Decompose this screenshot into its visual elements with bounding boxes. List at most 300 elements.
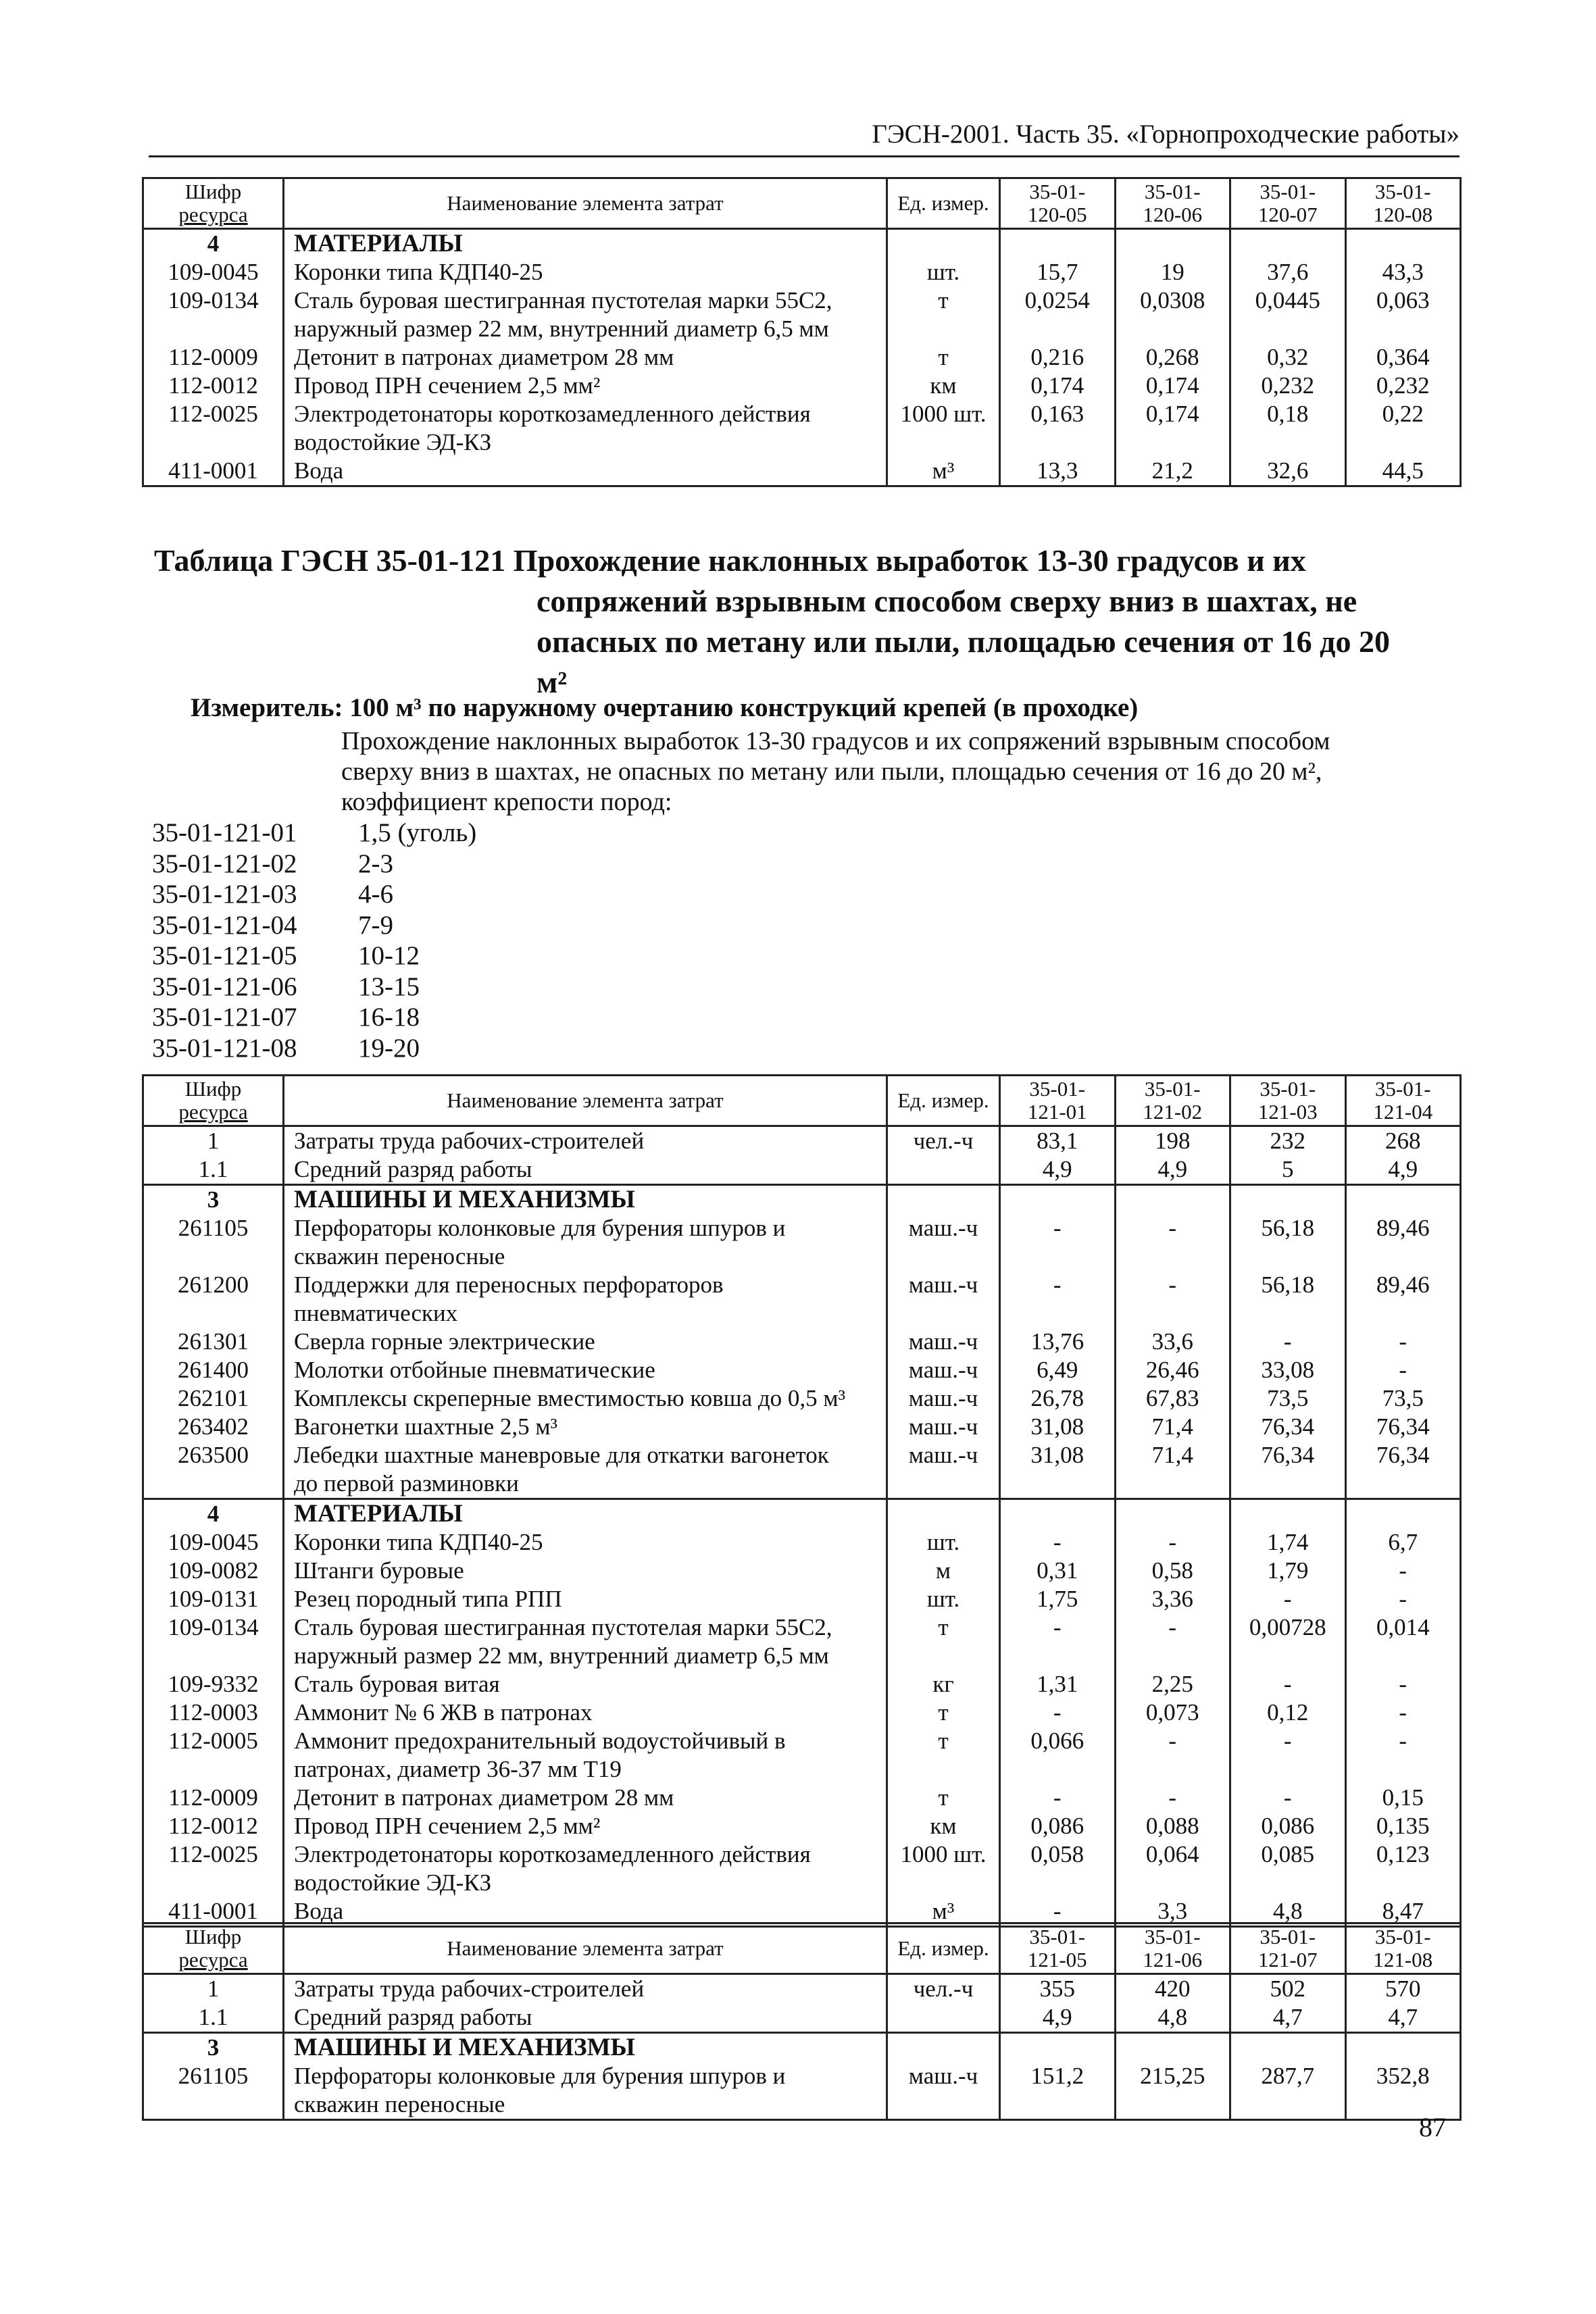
resource-code: 109-0134 [143, 1613, 284, 1670]
title-line: опасных по метану или пыли, площадью сечения от 16 до 20 [537, 624, 1390, 659]
value-cell: 0,174 [1115, 400, 1230, 457]
header-name: Наименование элемента затрат [284, 1923, 887, 1974]
resource-name-line: Комплексы скреперные вместимостью ковша до 0,5 м³ [294, 1385, 846, 1411]
resource-code: 112-0005 [143, 1727, 284, 1784]
resource-name-line: наружный размер 22 мм, внутренний диаметр 6,5 мм [294, 1642, 829, 1669]
resource-name [284, 286, 887, 343]
value-cell: - [1230, 1328, 1346, 1356]
table-row [143, 1840, 1461, 1897]
description-line: Прохождение наклонных выработок 13-30 градусов и их сопряжений взрывным способом [341, 727, 1330, 755]
table-row [143, 1974, 1461, 2004]
unit-cell: м³ [887, 1897, 1000, 1927]
value-cell: - [1230, 1585, 1346, 1613]
empty-cell [1000, 1499, 1116, 1529]
table-row [143, 1812, 1461, 1840]
value-cell: 76,34 [1345, 1413, 1461, 1441]
unit-cell: м³ [887, 457, 1000, 486]
resource-code: 411-0001 [143, 1897, 284, 1927]
value-cell: 0,58 [1115, 1557, 1230, 1585]
header-norm-code [1230, 1923, 1346, 1974]
norm-code-part: 35-01- [1374, 1077, 1431, 1101]
value-cell: - [1345, 1356, 1461, 1384]
value-cell: 0,135 [1345, 1812, 1461, 1840]
table-body [143, 229, 1461, 486]
value-cell: 56,18 [1230, 1214, 1346, 1271]
value-cell: 15,7 [1000, 258, 1116, 286]
unit-cell: маш.-ч [887, 1413, 1000, 1441]
value-cell: 0,063 [1345, 286, 1461, 343]
table-row [143, 1585, 1461, 1613]
norm-code: 35-01-121-02 [152, 849, 297, 878]
value-cell: 76,34 [1345, 1441, 1461, 1499]
title-line: сопряжений взрывным способом сверху вниз в шахтах, не [537, 584, 1357, 618]
table-row [143, 1699, 1461, 1727]
value-cell: 21,2 [1115, 457, 1230, 486]
table-row [143, 1328, 1461, 1356]
code-list-item [152, 940, 476, 972]
unit-cell: км [887, 372, 1000, 400]
resource-name [284, 372, 887, 400]
unit-cell: маш.-ч [887, 1214, 1000, 1271]
empty-cell [1230, 1499, 1346, 1529]
empty-cell [1345, 2033, 1461, 2063]
resource-name [284, 1585, 887, 1613]
value-cell: 44,5 [1345, 457, 1461, 486]
resource-name [284, 1727, 887, 1784]
resource-name-line: Коронки типа КДП40-25 [294, 259, 543, 285]
resource-code: 112-0003 [143, 1699, 284, 1727]
table-row [143, 1271, 1461, 1328]
value-cell: - [1115, 1727, 1230, 1784]
value-cell: 71,4 [1115, 1413, 1230, 1441]
value-cell: 0,0445 [1230, 286, 1346, 343]
value-cell: 0,364 [1345, 343, 1461, 372]
value-cell: 4,9 [1000, 1155, 1116, 1185]
resource-code: 411-0001 [143, 457, 284, 486]
value-cell: 0,163 [1000, 400, 1116, 457]
resource-code: 1 [143, 1126, 284, 1156]
norm-code-part: 121-01 [1027, 1100, 1087, 1124]
norm-code-part: 35-01- [1144, 1077, 1201, 1101]
code-list-item [152, 1002, 476, 1033]
value-cell: - [1345, 1557, 1461, 1585]
resource-name-line: Аммонит предохранительный водоустойчивый в [294, 1728, 786, 1754]
resource-table-121-01-04 [142, 1074, 1462, 1928]
value-cell: 215,25 [1115, 2062, 1230, 2120]
table-row [143, 343, 1461, 372]
table-row [143, 457, 1461, 486]
resource-name [284, 1812, 887, 1840]
value-cell: 198 [1115, 1126, 1230, 1156]
unit-cell: шт. [887, 1528, 1000, 1557]
resource-name [284, 1670, 887, 1699]
norm-code-part: 121-07 [1257, 1948, 1318, 1971]
resource-name-line: Перфораторы колонковые для бурения шпуров и [294, 2063, 786, 2089]
value-cell: 0,086 [1230, 1812, 1346, 1840]
empty-cell [1230, 2033, 1346, 2063]
value-cell: 4,7 [1345, 2003, 1461, 2033]
code-list [152, 818, 476, 1063]
header-norm-code [1230, 178, 1346, 229]
resource-name [284, 1974, 887, 2004]
empty-cell [1000, 1185, 1116, 1215]
resource-name-line: патронах, диаметр 36-37 мм Т19 [294, 1756, 622, 1782]
header-code [143, 178, 284, 229]
table-row [143, 1441, 1461, 1499]
value-cell: - [1000, 1897, 1116, 1927]
resource-code: 263402 [143, 1413, 284, 1441]
value-cell: - [1000, 1784, 1116, 1812]
resource-name-line: Сталь буровая шестигранная пустотелая марки 55С2, [294, 287, 832, 313]
unit-cell: км [887, 1812, 1000, 1840]
header-code [143, 1076, 284, 1126]
resource-name-line: Вагонетки шахтные 2,5 м³ [294, 1413, 557, 1440]
empty-cell [1115, 2033, 1230, 2063]
resource-name-line: скважин переносные [294, 1243, 505, 1269]
empty-cell [1230, 229, 1346, 259]
value-cell: - [1230, 1670, 1346, 1699]
value-cell: 570 [1345, 1974, 1461, 2004]
value-cell: 0,174 [1000, 372, 1116, 400]
norm-code-part: 35-01- [1260, 1925, 1316, 1948]
norm-code: 35-01-121-07 [152, 1003, 297, 1032]
resource-name-line: Сталь буровая витая [294, 1671, 500, 1697]
resource-name-line: Провод ПРН сечением 2,5 мм² [294, 1813, 601, 1839]
rock-hardness: 1,5 (уголь) [358, 818, 477, 847]
value-cell: 0,31 [1000, 1557, 1116, 1585]
code-list-item [152, 972, 476, 1003]
table-row [143, 286, 1461, 343]
running-header [149, 114, 1460, 157]
value-cell: 2,25 [1115, 1670, 1230, 1699]
resource-table-121-05-08 [142, 1922, 1462, 2121]
unit-cell: маш.-ч [887, 1356, 1000, 1384]
header-row [143, 1923, 1461, 1974]
value-cell: 4,9 [1345, 1155, 1461, 1185]
section-title: МАТЕРИАЛЫ [284, 229, 887, 259]
value-cell: - [1000, 1271, 1116, 1328]
value-cell: 73,5 [1345, 1384, 1461, 1413]
resource-name [284, 1328, 887, 1356]
value-cell: 31,08 [1000, 1441, 1116, 1499]
table-title [154, 540, 1478, 703]
value-cell: 67,83 [1115, 1384, 1230, 1413]
resource-code: 112-0012 [143, 372, 284, 400]
header-unit: Ед. измер. [887, 1923, 1000, 1974]
resource-name [284, 457, 887, 486]
resource-code: 261200 [143, 1271, 284, 1328]
value-cell: 32,6 [1230, 457, 1346, 486]
table-row [143, 1670, 1461, 1699]
table-row [143, 1528, 1461, 1557]
table-row [143, 258, 1461, 286]
value-cell: 5 [1230, 1155, 1346, 1185]
value-cell: 420 [1115, 1974, 1230, 2004]
resource-code: 112-0025 [143, 400, 284, 457]
unit-cell: маш.-ч [887, 1441, 1000, 1499]
table-header [143, 1076, 1461, 1126]
unit-cell [887, 1155, 1000, 1185]
table-row [143, 2062, 1461, 2120]
resource-name-line: Штанги буровые [294, 1557, 464, 1584]
value-cell: 0,00728 [1230, 1613, 1346, 1670]
unit-cell: 1000 шт. [887, 400, 1000, 457]
value-cell: - [1345, 1699, 1461, 1727]
section-title: МАШИНЫ И МЕХАНИЗМЫ [284, 1185, 887, 1215]
value-cell: 0,123 [1345, 1840, 1461, 1897]
resource-name [284, 258, 887, 286]
header-code-line: ресурса [178, 1100, 248, 1124]
value-cell: 0,066 [1000, 1727, 1116, 1784]
norm-code-part: 35-01- [1374, 1925, 1431, 1948]
rock-hardness: 10-12 [358, 941, 420, 970]
header-norm-code [1115, 178, 1230, 229]
table-row [143, 1784, 1461, 1812]
empty-cell [887, 1185, 1000, 1215]
resource-name [284, 1214, 887, 1271]
resource-name [284, 1384, 887, 1413]
value-cell: - [1115, 1214, 1230, 1271]
norm-code-part: 121-06 [1143, 1948, 1203, 1971]
value-cell: 31,08 [1000, 1413, 1116, 1441]
resource-code: 109-0045 [143, 258, 284, 286]
norm-code: 35-01-121-01 [152, 818, 297, 847]
value-cell: - [1000, 1699, 1116, 1727]
unit-cell: т [887, 1784, 1000, 1812]
resource-code: 263500 [143, 1441, 284, 1499]
table-row [143, 1384, 1461, 1413]
empty-cell [1115, 1185, 1230, 1215]
value-cell: 0,232 [1345, 372, 1461, 400]
norm-code-part: 121-02 [1143, 1100, 1203, 1124]
section-row [143, 229, 1461, 259]
value-cell: 37,6 [1230, 258, 1346, 286]
resource-name-line: пневматических [294, 1300, 458, 1326]
header-name: Наименование элемента затрат [284, 178, 887, 229]
resource-code: 1 [143, 1974, 284, 2004]
value-cell: 1,74 [1230, 1528, 1346, 1557]
value-cell: 0,085 [1230, 1840, 1346, 1897]
empty-cell [1345, 229, 1461, 259]
table-row [143, 372, 1461, 400]
resource-code: 261105 [143, 2062, 284, 2120]
empty-cell [1115, 229, 1230, 259]
code-list-item [152, 910, 476, 941]
value-cell: 502 [1230, 1974, 1346, 2004]
value-cell: 19 [1115, 258, 1230, 286]
value-cell: 0,18 [1230, 400, 1346, 457]
unit-cell: 1000 шт. [887, 1840, 1000, 1897]
norm-code-part: 35-01- [1260, 180, 1316, 203]
value-cell: 0,088 [1115, 1812, 1230, 1840]
header-code-line: ресурса [178, 1948, 248, 1971]
resource-name-line: Аммонит № 6 ЖВ в патронах [294, 1699, 593, 1726]
table-row [143, 1413, 1461, 1441]
resource-name-line: до первой разминовки [294, 1470, 519, 1496]
table-row [143, 1557, 1461, 1585]
resource-code: 109-0134 [143, 286, 284, 343]
resource-code: 261400 [143, 1356, 284, 1384]
empty-cell [887, 2033, 1000, 2063]
value-cell: 3,36 [1115, 1585, 1230, 1613]
norm-code-part: 35-01- [1029, 1925, 1086, 1948]
resource-code: 112-0009 [143, 1784, 284, 1812]
header-norm-code [1115, 1923, 1230, 1974]
norm-code-part: 35-01- [1144, 1925, 1201, 1948]
unit-cell: маш.-ч [887, 1328, 1000, 1356]
resource-name-line: наружный размер 22 мм, внутренний диаметр 6,5 мм [294, 316, 829, 342]
value-cell: 268 [1345, 1126, 1461, 1156]
unit-cell: т [887, 343, 1000, 372]
header-code-line: ресурса [178, 203, 248, 226]
table-header [143, 1923, 1461, 1974]
resource-name [284, 1413, 887, 1441]
value-cell: 4,8 [1115, 2003, 1230, 2033]
resource-name [284, 1613, 887, 1670]
value-cell: 89,46 [1345, 1271, 1461, 1328]
resource-name-line: Затраты труда рабочих-строителей [294, 1976, 645, 2002]
resource-code: 112-0025 [143, 1840, 284, 1897]
unit-cell: чел.-ч [887, 1126, 1000, 1156]
table-row [143, 2003, 1461, 2033]
resource-name [284, 2003, 887, 2033]
code-list-item [152, 849, 476, 880]
resource-name-line: Детонит в патронах диаметром 28 мм [294, 344, 674, 370]
resource-name [284, 1126, 887, 1156]
description-line: сверху вниз в шахтах, не опасных по метану или пыли, площадью сечения от 16 до 20 м², [341, 757, 1322, 786]
norm-code: 35-01-121-05 [152, 941, 297, 970]
measure-unit: Измеритель: 100 м³ по наружному очертанию конструкций крепей (в проходке) [191, 693, 1139, 722]
unit-cell: чел.-ч [887, 1974, 1000, 2004]
resource-code: 109-0131 [143, 1585, 284, 1613]
value-cell: 0,0254 [1000, 286, 1116, 343]
resource-code: 109-0045 [143, 1528, 284, 1557]
unit-cell: маш.-ч [887, 1384, 1000, 1413]
norm-code-part: 121-08 [1373, 1948, 1433, 1971]
norm-code-part: 35-01- [1029, 180, 1086, 203]
value-cell: 6,49 [1000, 1356, 1116, 1384]
unit-cell: маш.-ч [887, 2062, 1000, 2120]
header-code [143, 1923, 284, 1974]
unit-cell: шт. [887, 258, 1000, 286]
norm-code-part: 35-01- [1374, 180, 1431, 203]
value-cell: 73,5 [1230, 1384, 1346, 1413]
value-cell: 76,34 [1230, 1413, 1346, 1441]
value-cell: - [1230, 1727, 1346, 1784]
norm-code-part: 35-01- [1144, 180, 1201, 203]
empty-cell [1230, 1185, 1346, 1215]
table-row [143, 1214, 1461, 1271]
empty-cell [1345, 1499, 1461, 1529]
resource-name-line: Средний разряд работы [294, 1156, 532, 1182]
section-code: 4 [143, 1499, 284, 1529]
resource-name-line: Перфораторы колонковые для бурения шпуров и [294, 1215, 786, 1241]
resource-code: 112-0012 [143, 1812, 284, 1840]
value-cell: 0,086 [1000, 1812, 1116, 1840]
resource-code: 109-9332 [143, 1670, 284, 1699]
value-cell: 4,9 [1000, 2003, 1116, 2033]
title-line: Таблица ГЭСН 35-01-121 Прохождение наклонных выработок 13-30 градусов и их [154, 543, 1306, 578]
resource-name-line: Детонит в патронах диаметром 28 мм [294, 1784, 674, 1811]
header-code-line: Шифр [184, 180, 242, 203]
rock-hardness: 13-15 [358, 972, 420, 1001]
norm-code-part: 121-03 [1257, 1100, 1318, 1124]
resource-name-line: водостойкие ЭД-КЗ [294, 429, 492, 455]
page-number: 87 [1419, 2112, 1446, 2142]
norm-code-part: 121-05 [1027, 1948, 1087, 1971]
value-cell: 56,18 [1230, 1271, 1346, 1328]
resource-code: 109-0082 [143, 1557, 284, 1585]
resource-name-line: Молотки отбойные пневматические [294, 1357, 655, 1383]
resource-name [284, 2062, 887, 2120]
value-cell: - [1345, 1670, 1461, 1699]
rock-hardness: 16-18 [358, 1003, 420, 1032]
value-cell: 13,76 [1000, 1328, 1116, 1356]
empty-cell [1115, 1499, 1230, 1529]
value-cell: 151,2 [1000, 2062, 1116, 2120]
header-norm-code [1230, 1076, 1346, 1126]
resource-code: 262101 [143, 1384, 284, 1413]
value-cell: 232 [1230, 1126, 1346, 1156]
value-cell: 287,7 [1230, 2062, 1346, 2120]
value-cell: 13,3 [1000, 457, 1116, 486]
value-cell: 0,15 [1345, 1784, 1461, 1812]
resource-name-line: Резец породный типа РПП [294, 1586, 562, 1612]
value-cell: 1,75 [1000, 1585, 1116, 1613]
value-cell: 43,3 [1345, 258, 1461, 286]
resource-table-120 [142, 177, 1462, 487]
section-title: МАШИНЫ И МЕХАНИЗМЫ [284, 2033, 887, 2063]
header-row [143, 1076, 1461, 1126]
resource-name [284, 1528, 887, 1557]
code-list-item [152, 818, 476, 849]
header-norm-code [1000, 178, 1116, 229]
resource-code: 261301 [143, 1328, 284, 1356]
value-cell: 83,1 [1000, 1126, 1116, 1156]
value-cell: 0,216 [1000, 343, 1116, 372]
empty-cell [1345, 1185, 1461, 1215]
value-cell: 33,6 [1115, 1328, 1230, 1356]
header-name: Наименование элемента затрат [284, 1076, 887, 1126]
value-cell: 0,12 [1230, 1699, 1346, 1727]
header-norm-code [1000, 1923, 1116, 1974]
value-cell: - [1000, 1613, 1116, 1670]
norm-code-part: 35-01- [1260, 1077, 1316, 1101]
value-cell: 0,32 [1230, 343, 1346, 372]
resource-name-line: Электродетонаторы короткозамедленного действия [294, 1841, 811, 1867]
running-title: ГЭСН-2001. Часть 35. «Горнопроходческие работы» [872, 120, 1460, 149]
resource-name [284, 400, 887, 457]
resource-name-line: Вода [294, 1898, 344, 1924]
norm-code: 35-01-121-06 [152, 972, 297, 1001]
resource-code: 261105 [143, 1214, 284, 1271]
unit-cell: т [887, 1613, 1000, 1670]
value-cell: - [1345, 1727, 1461, 1784]
resource-name [284, 1699, 887, 1727]
code-list-item [152, 879, 476, 910]
title-line: м² [537, 665, 568, 699]
norm-code-part: 121-04 [1373, 1100, 1433, 1124]
resource-code: 1.1 [143, 2003, 284, 2033]
header-code-line: Шифр [184, 1077, 242, 1101]
header-norm-code [1345, 1923, 1461, 1974]
value-cell: - [1000, 1528, 1116, 1557]
value-cell: 89,46 [1345, 1214, 1461, 1271]
value-cell: 0,058 [1000, 1840, 1116, 1897]
header-unit: Ед. измер. [887, 178, 1000, 229]
empty-cell [887, 1499, 1000, 1529]
resource-name-line: Вода [294, 457, 344, 484]
